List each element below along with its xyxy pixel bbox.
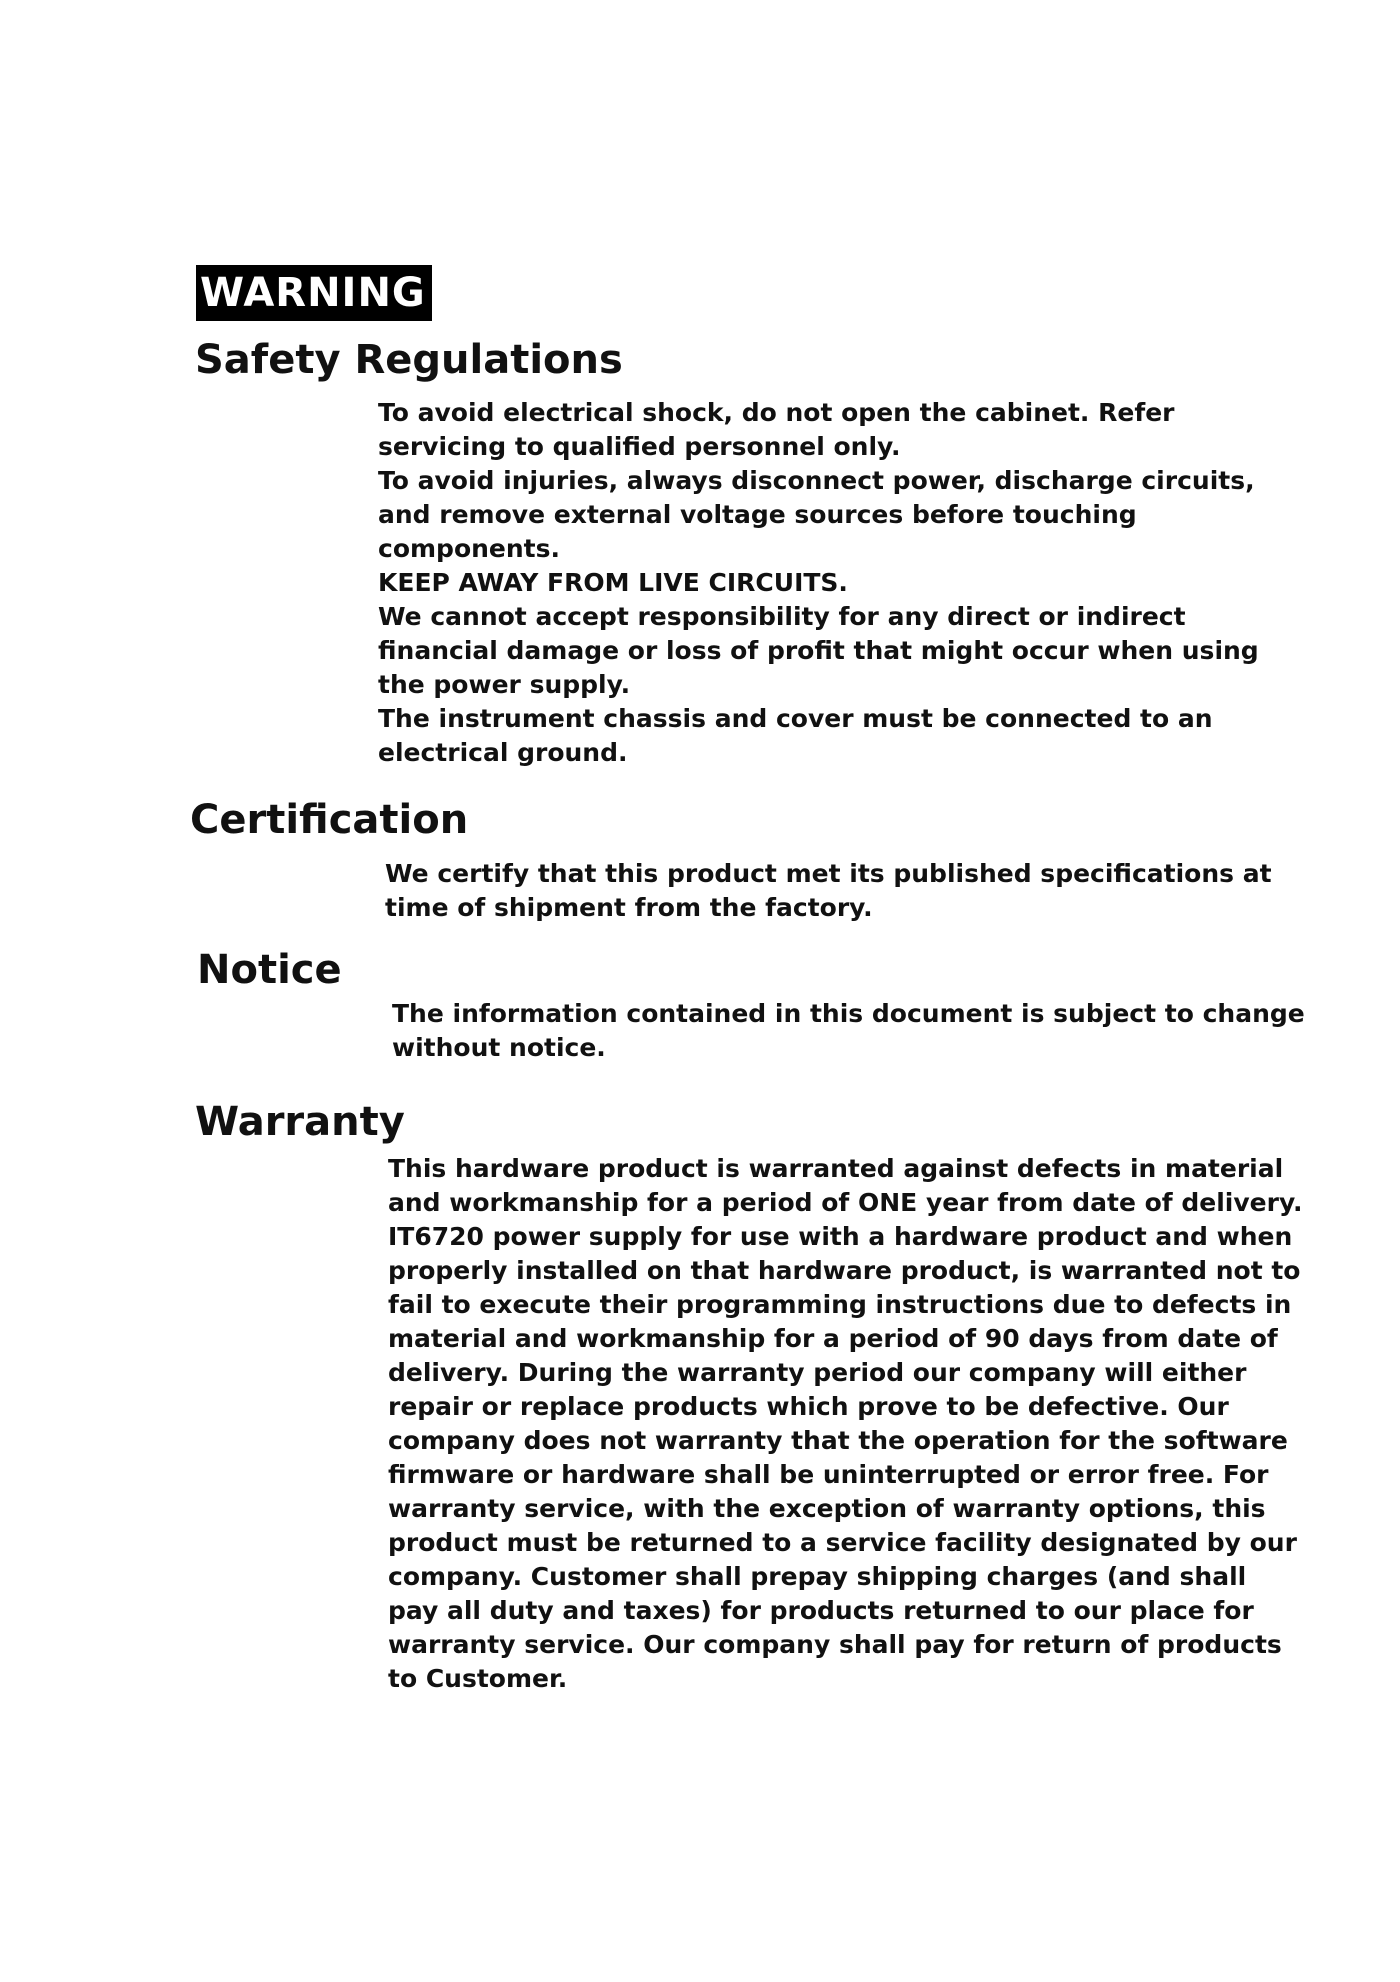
text-line: warranty service, with the exception of warranty options, this xyxy=(388,1494,1266,1523)
text-line: servicing to qualified personnel only. xyxy=(378,432,901,461)
text-line: electrical ground. xyxy=(378,738,628,767)
text-line: IT6720 power supply for use with a hardware product and when xyxy=(388,1222,1293,1251)
text-line: firmware or hardware shall be uninterrupted or error free. For xyxy=(388,1460,1269,1489)
text-line: warranty service. Our company shall pay for return of products xyxy=(388,1630,1282,1659)
text-line: financial damage or loss of profit that might occur when using xyxy=(378,636,1259,665)
text-line: and workmanship for a period of ONE year from date of delivery. xyxy=(388,1188,1303,1217)
text-line: without notice. xyxy=(392,1033,606,1062)
text-line: material and workmanship for a period of 90 days from date of xyxy=(388,1324,1278,1353)
text-line: We certify that this product met its published specifications at xyxy=(385,859,1272,888)
text-line: fail to execute their programming instructions due to defects in xyxy=(388,1290,1292,1319)
text-line: to Customer. xyxy=(388,1664,568,1693)
warning-badge: WARNING xyxy=(196,265,432,321)
text-line: We cannot accept responsibility for any direct or indirect xyxy=(378,602,1186,631)
text-line: and remove external voltage sources before touching xyxy=(378,500,1137,529)
text-line: To avoid injuries, always disconnect power, discharge circuits, xyxy=(378,466,1255,495)
text-line: product must be returned to a service facility designated by our xyxy=(388,1528,1297,1557)
text-line: The information contained in this document is subject to change xyxy=(392,999,1305,1028)
text-line: time of shipment from the factory. xyxy=(385,893,873,922)
text-line: components. xyxy=(378,534,560,563)
text-line: To avoid electrical shock, do not open the cabinet. Refer xyxy=(378,398,1175,427)
safety-regulations-heading: Safety Regulations xyxy=(195,337,623,383)
certification-text xyxy=(385,857,1272,925)
text-line: KEEP AWAY FROM LIVE CIRCUITS. xyxy=(378,568,848,597)
safety-regulations-text xyxy=(378,396,1259,770)
text-line: company does not warranty that the operation for the software xyxy=(388,1426,1288,1455)
certification-heading: Certification xyxy=(190,797,469,843)
notice-heading: Notice xyxy=(197,947,342,993)
text-line: This hardware product is warranted against defects in material xyxy=(388,1154,1284,1183)
warranty-heading: Warranty xyxy=(195,1099,405,1145)
text-line: repair or replace products which prove to be defective. Our xyxy=(388,1392,1229,1421)
warranty-text xyxy=(388,1152,1302,1696)
text-line: properly installed on that hardware product, is warranted not to xyxy=(388,1256,1301,1285)
text-line: The instrument chassis and cover must be connected to an xyxy=(378,704,1213,733)
text-line: company. Customer shall prepay shipping charges (and shall xyxy=(388,1562,1247,1591)
text-line: the power supply. xyxy=(378,670,631,699)
text-line: delivery. During the warranty period our company will either xyxy=(388,1358,1247,1387)
text-line: pay all duty and taxes) for products returned to our place for xyxy=(388,1596,1254,1625)
notice-text xyxy=(392,997,1305,1065)
